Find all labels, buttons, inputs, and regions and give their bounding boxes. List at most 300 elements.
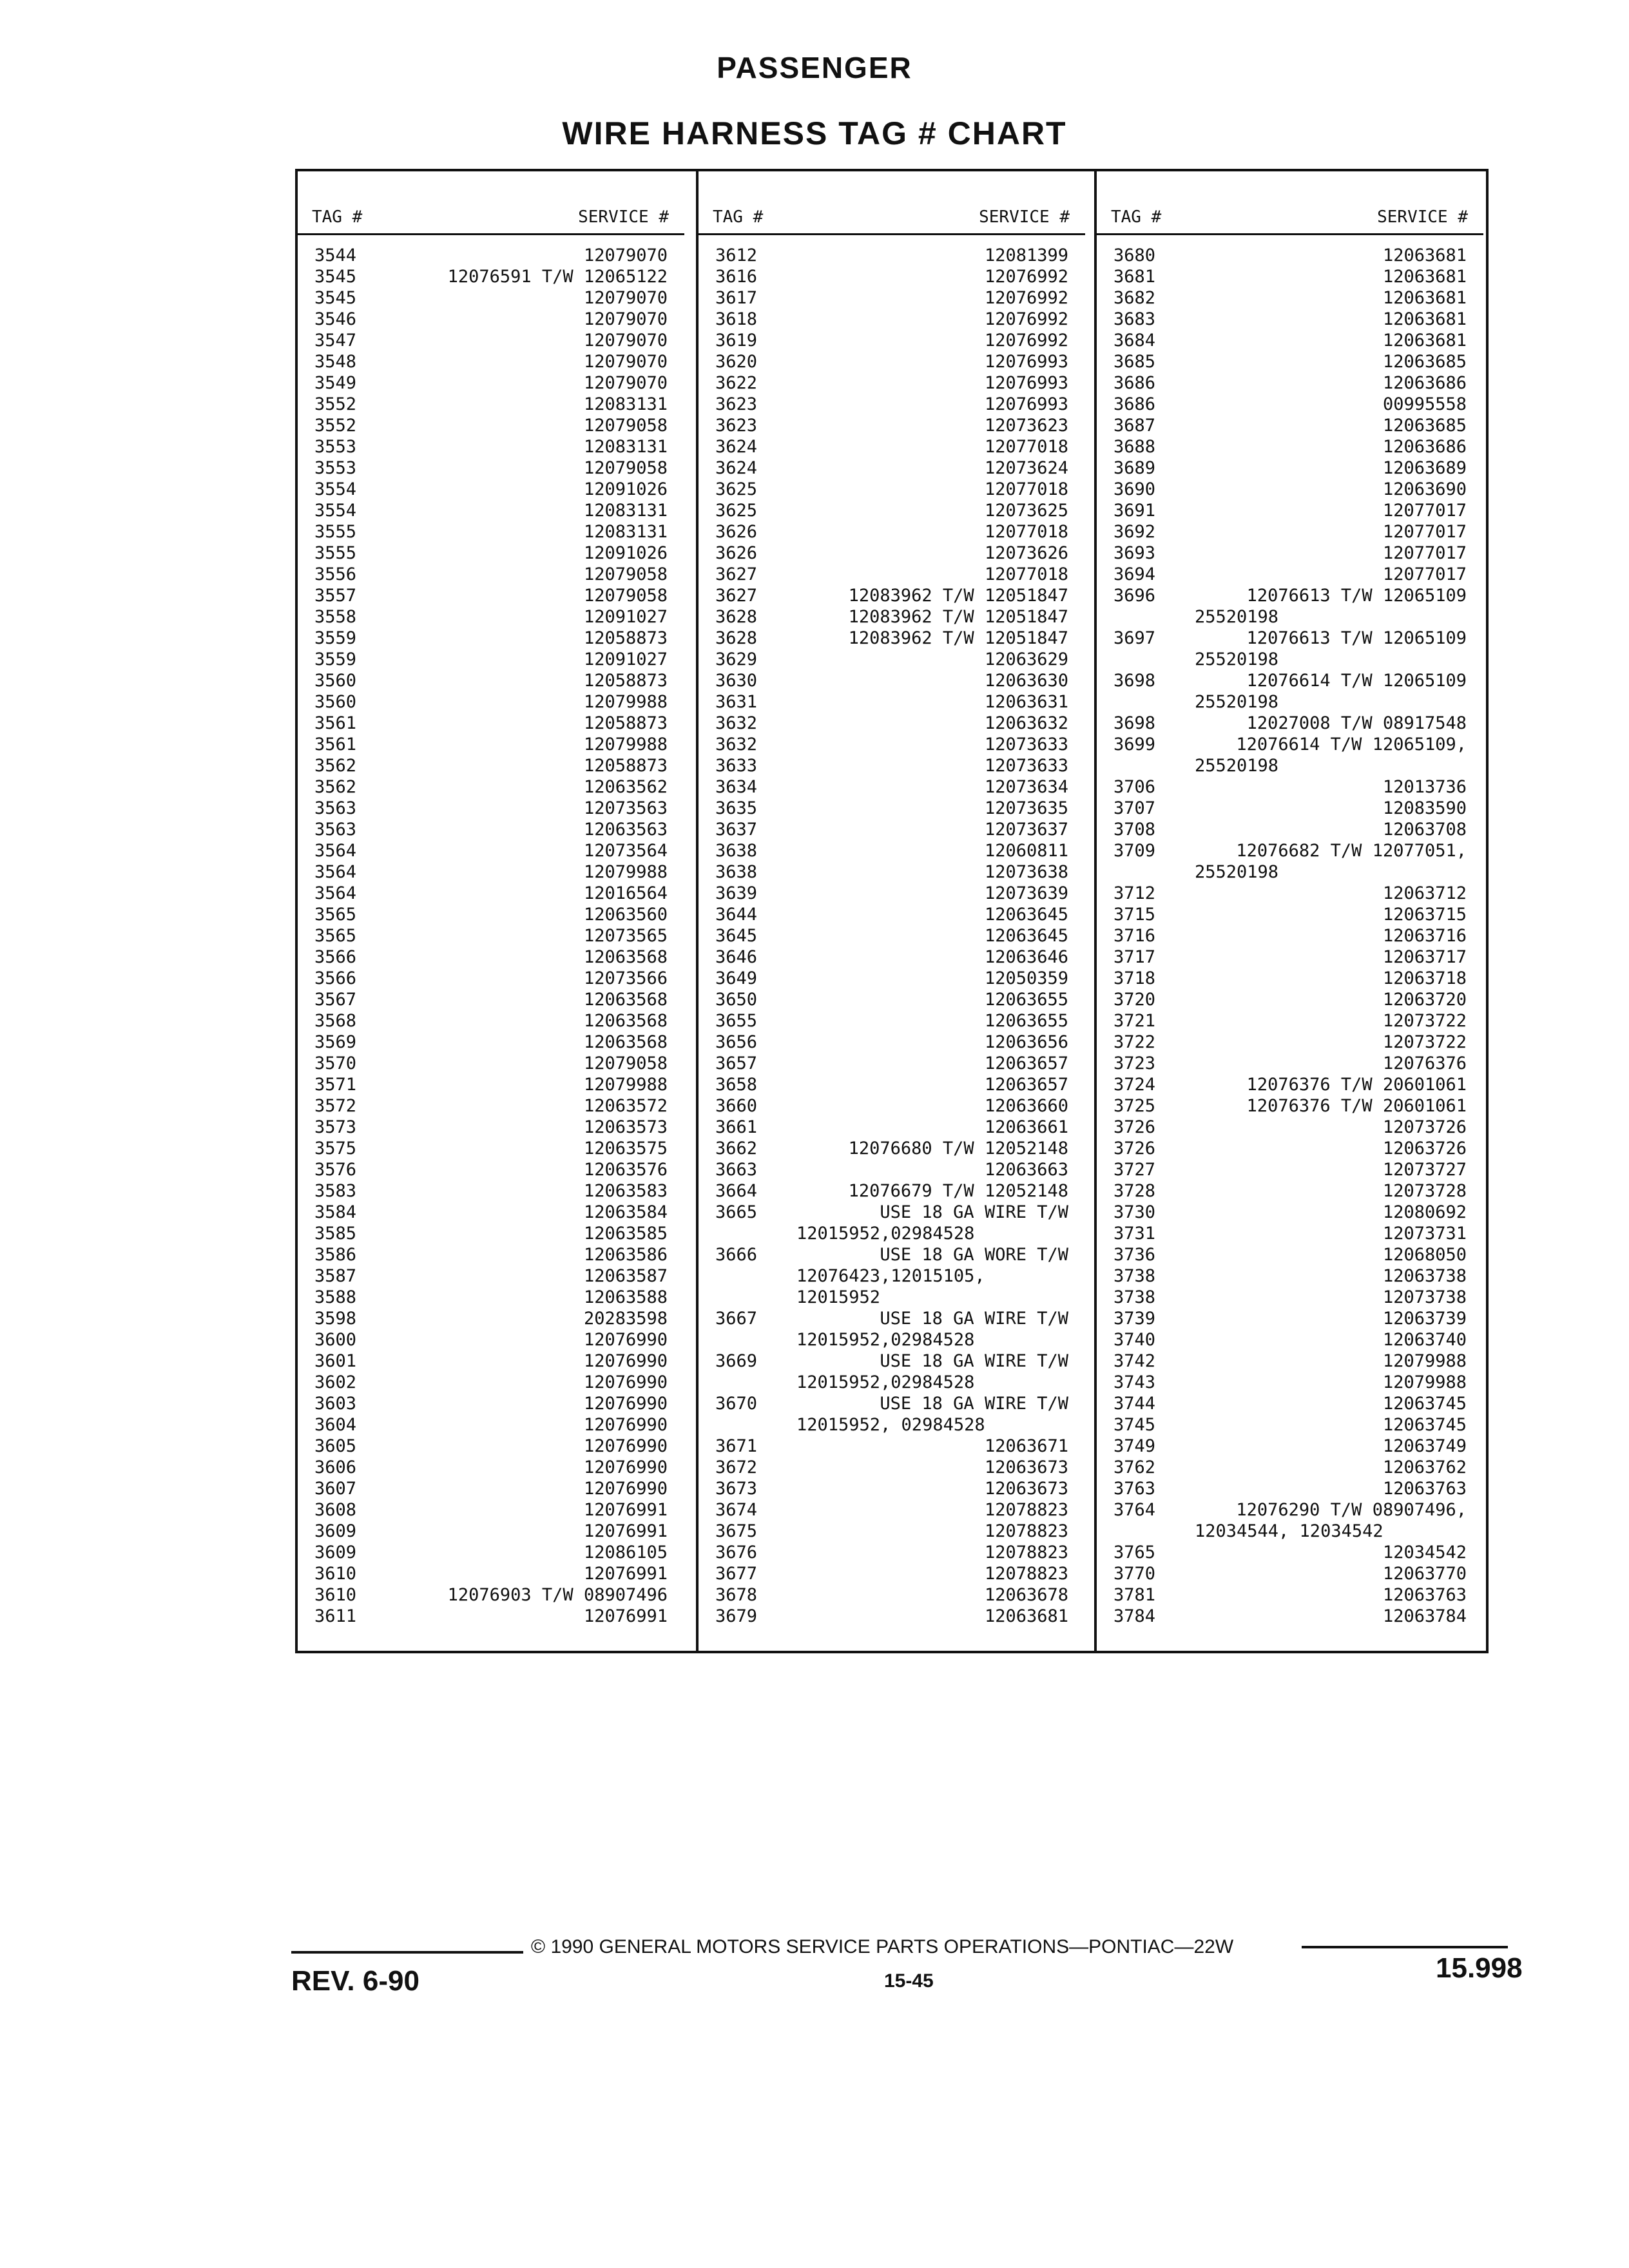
table-row	[298, 691, 684, 713]
tag-number: 3620	[715, 352, 758, 372]
tag-number: 3610	[314, 1564, 357, 1584]
tag-number: 3564	[314, 883, 357, 903]
table-row	[1097, 691, 1483, 713]
table-row	[298, 1117, 684, 1138]
table-row	[1097, 1138, 1483, 1159]
tag-number: 3770	[1113, 1564, 1156, 1584]
tag-number: 3682	[1113, 288, 1156, 308]
tag-number: 3545	[314, 267, 357, 287]
table-row	[298, 1180, 684, 1202]
tag-number: 3618	[715, 309, 758, 329]
service-number: 12073731	[1382, 1224, 1467, 1244]
tag-number: 3661	[715, 1117, 758, 1137]
table-row	[298, 1499, 684, 1521]
service-number: 12076376 T/W 20601061	[1246, 1096, 1467, 1116]
tag-number: 3722	[1113, 1032, 1156, 1052]
table-row	[1097, 649, 1483, 670]
service-number: 12063657	[984, 1053, 1068, 1073]
service-number: 12076992	[984, 288, 1068, 308]
table-row	[699, 564, 1085, 585]
table-row	[699, 1393, 1085, 1414]
service-number: 12063690	[1382, 479, 1467, 499]
service-number: 12086105	[583, 1542, 668, 1562]
service-number: 12063712	[1382, 883, 1467, 903]
table-row	[1097, 1308, 1483, 1329]
table-row	[1097, 861, 1483, 883]
service-number: 12063740	[1382, 1330, 1467, 1350]
table-row	[298, 947, 684, 968]
tag-number: 3698	[1113, 713, 1156, 733]
tag-number: 3565	[314, 926, 357, 946]
service-number: USE 18 GA WIRE T/W	[880, 1394, 1068, 1414]
table-row	[1097, 1563, 1483, 1584]
table-row	[1097, 947, 1483, 968]
tag-number: 3679	[715, 1606, 758, 1626]
service-number: 12073563	[583, 798, 668, 818]
table-row	[1097, 564, 1483, 585]
table-row	[298, 1393, 684, 1414]
tag-number: 3698	[1113, 671, 1156, 691]
table-row	[1097, 1159, 1483, 1180]
revision-label: REV. 6-90	[291, 1965, 419, 1997]
table-row	[1097, 798, 1483, 819]
service-number: 12073726	[1382, 1117, 1467, 1137]
tag-number: 3556	[314, 564, 357, 584]
tag-number: 3625	[715, 479, 758, 499]
tag-number: 3560	[314, 692, 357, 712]
service-number: 12063583	[583, 1181, 668, 1201]
service-number: 12063632	[984, 713, 1068, 733]
tag-number: 3609	[314, 1521, 357, 1541]
tag-number: 3598	[314, 1309, 357, 1329]
service-number: 12076993	[984, 352, 1068, 372]
service-number: 12034542	[1382, 1542, 1467, 1562]
table-row	[699, 840, 1085, 861]
service-number: 12063726	[1382, 1139, 1467, 1158]
tag-number: 3624	[715, 458, 758, 478]
table-row	[699, 585, 1085, 606]
table-row	[1097, 840, 1483, 861]
table-row	[298, 713, 684, 734]
tag-number: 3585	[314, 1224, 357, 1244]
table-row	[699, 713, 1085, 734]
service-number: 12058873	[583, 628, 668, 648]
tag-number: 3683	[1113, 309, 1156, 329]
service-number: 12073728	[1382, 1181, 1467, 1201]
tag-number: 3742	[1113, 1351, 1156, 1371]
table-row	[298, 372, 684, 394]
service-number: 12073634	[984, 777, 1068, 797]
service-number: 12063572	[583, 1096, 668, 1116]
table-row	[298, 1542, 684, 1563]
table-row	[298, 989, 684, 1010]
tag-number: 3764	[1113, 1500, 1156, 1520]
service-number: 12076990	[583, 1415, 668, 1435]
table-row	[1097, 968, 1483, 989]
tag-number: 3728	[1113, 1181, 1156, 1201]
tag-number: 3559	[314, 628, 357, 648]
service-number: 12063749	[1382, 1436, 1467, 1456]
table-row	[298, 287, 684, 309]
service-number: 12073638	[984, 862, 1068, 882]
service-number: 12063716	[1382, 926, 1467, 946]
table-row	[298, 1265, 684, 1287]
page-number: 15-45	[884, 1970, 934, 1992]
table-row	[298, 649, 684, 670]
tag-number: 3601	[314, 1351, 357, 1371]
tag-number: 3616	[715, 267, 758, 287]
table-row	[298, 1521, 684, 1542]
table-row	[699, 330, 1085, 351]
table-row	[298, 670, 684, 691]
table-row	[298, 521, 684, 543]
service-number: USE 18 GA WORE T/W	[880, 1245, 1068, 1265]
service-number: 12076992	[984, 331, 1068, 351]
service-number: 12079988	[583, 692, 668, 712]
table-row	[298, 776, 684, 798]
tag-number: 3674	[715, 1500, 758, 1520]
service-number: 12076990	[583, 1457, 668, 1477]
tag-number: 3632	[715, 735, 758, 754]
tag-number: 3604	[314, 1415, 357, 1435]
tag-number: 3563	[314, 820, 357, 840]
table-row	[298, 543, 684, 564]
tag-number: 3569	[314, 1032, 357, 1052]
table-row	[699, 947, 1085, 968]
tag-number: 3547	[314, 331, 357, 351]
service-number: 12083131	[583, 501, 668, 521]
service-number: 12063673	[984, 1457, 1068, 1477]
table-row	[699, 1542, 1085, 1563]
tag-number: 3686	[1113, 394, 1156, 414]
tag-number: 3744	[1113, 1394, 1156, 1414]
tag-number: 3662	[715, 1139, 758, 1158]
table-row	[298, 1159, 684, 1180]
table-row	[1097, 1478, 1483, 1499]
table-row	[699, 479, 1085, 500]
table-row	[1097, 755, 1483, 776]
page-title: PASSENGER	[717, 51, 912, 84]
service-continuation: 25520198	[1195, 607, 1279, 627]
tag-number: 3715	[1113, 905, 1156, 925]
table-row	[1097, 1265, 1483, 1287]
service-number: 12076992	[984, 267, 1068, 287]
table-row	[1097, 1414, 1483, 1436]
service-number: 12063563	[583, 820, 668, 840]
tag-number: 3630	[715, 671, 758, 691]
table-row	[699, 691, 1085, 713]
table-row	[699, 1414, 1085, 1436]
tag-number: 3696	[1113, 586, 1156, 606]
service-number: 12073625	[984, 501, 1068, 521]
service-number: 12076990	[583, 1436, 668, 1456]
service-number: 12091026	[583, 479, 668, 499]
tag-number: 3612	[715, 245, 758, 265]
tag-number: 3566	[314, 947, 357, 967]
service-number: 12079058	[583, 416, 668, 436]
service-number: 12077017	[1382, 501, 1467, 521]
service-number: 12077018	[984, 437, 1068, 457]
service-continuation: 12015952	[796, 1287, 881, 1307]
tag-number: 3587	[314, 1266, 357, 1286]
table-row	[699, 1436, 1085, 1457]
service-number: 00995558	[1382, 394, 1467, 414]
tag-number: 3649	[715, 968, 758, 988]
table-row	[1097, 1287, 1483, 1308]
tag-number: 3685	[1113, 352, 1156, 372]
tag-number: 3607	[314, 1479, 357, 1499]
service-number: 12063671	[984, 1436, 1068, 1456]
table-row	[1097, 1329, 1483, 1350]
service-number: 12076991	[583, 1564, 668, 1584]
tag-number: 3688	[1113, 437, 1156, 457]
tag-number: 3739	[1113, 1309, 1156, 1329]
service-number: 12080692	[1382, 1202, 1467, 1222]
tag-number: 3660	[715, 1096, 758, 1116]
service-continuation: 25520198	[1195, 649, 1279, 669]
service-number: 12076990	[583, 1394, 668, 1414]
table-row	[699, 989, 1085, 1010]
tag-number: 3726	[1113, 1139, 1156, 1158]
tag-number: 3631	[715, 692, 758, 712]
table-row	[298, 1414, 684, 1436]
table-row	[699, 798, 1085, 819]
tag-number: 3570	[314, 1053, 357, 1073]
table-row	[1097, 734, 1483, 755]
tag-number: 3723	[1113, 1053, 1156, 1073]
service-number: 12076991	[583, 1606, 668, 1626]
table-row	[298, 500, 684, 521]
service-continuation: 12015952,02984528	[796, 1224, 975, 1244]
service-number: 12079988	[583, 1075, 668, 1095]
tag-number: 3687	[1113, 416, 1156, 436]
table-row	[298, 1223, 684, 1244]
tag-number: 3562	[314, 756, 357, 776]
table-row	[699, 1159, 1085, 1180]
service-number: 12079988	[583, 735, 668, 754]
tag-number: 3565	[314, 905, 357, 925]
tag-header: TAG #	[713, 207, 764, 227]
service-continuation: 25520198	[1195, 756, 1279, 776]
tag-number: 3708	[1113, 820, 1156, 840]
table-row	[298, 1350, 684, 1372]
table-row	[699, 245, 1085, 266]
service-number: 12076992	[984, 309, 1068, 329]
tag-number: 3605	[314, 1436, 357, 1456]
table-row	[699, 883, 1085, 904]
service-number: 12077017	[1382, 564, 1467, 584]
table-row	[699, 436, 1085, 457]
table-row	[1097, 436, 1483, 457]
tag-number: 3664	[715, 1181, 758, 1201]
tag-number: 3720	[1113, 990, 1156, 1010]
table-row	[298, 840, 684, 861]
table-row	[298, 1010, 684, 1032]
tag-number: 3634	[715, 777, 758, 797]
service-number: 12063573	[583, 1117, 668, 1137]
tag-number: 3555	[314, 543, 357, 563]
tag-number: 3663	[715, 1160, 758, 1180]
tag-number: 3558	[314, 607, 357, 627]
tag-number: 3545	[314, 288, 357, 308]
table-row	[1097, 585, 1483, 606]
tag-number: 3619	[715, 331, 758, 351]
service-number: 12063745	[1382, 1394, 1467, 1414]
tag-number: 3584	[314, 1202, 357, 1222]
tag-number: 3678	[715, 1585, 758, 1605]
tag-number: 3553	[314, 458, 357, 478]
tag-number: 3743	[1113, 1372, 1156, 1392]
tag-number: 3561	[314, 713, 357, 733]
table-row	[298, 1138, 684, 1159]
table-row	[699, 1563, 1085, 1584]
tag-number: 3712	[1113, 883, 1156, 903]
tag-number: 3686	[1113, 373, 1156, 393]
service-number: 12063715	[1382, 905, 1467, 925]
table-row	[1097, 904, 1483, 925]
service-number: 12063656	[984, 1032, 1068, 1052]
table-row	[699, 1202, 1085, 1223]
table-row	[699, 1265, 1085, 1287]
tag-number: 3632	[715, 713, 758, 733]
service-number: 12083962 T/W 12051847	[848, 628, 1068, 648]
tag-number: 3666	[715, 1245, 758, 1265]
table-row	[1097, 1584, 1483, 1606]
tag-number: 3670	[715, 1394, 758, 1414]
tag-number: 3724	[1113, 1075, 1156, 1095]
table-row	[699, 266, 1085, 287]
service-number: 12076993	[984, 373, 1068, 393]
tag-number: 3738	[1113, 1287, 1156, 1307]
service-number: 12063686	[1382, 373, 1467, 393]
tag-number: 3586	[314, 1245, 357, 1265]
tag-number: 3560	[314, 671, 357, 691]
tag-number: 3717	[1113, 947, 1156, 967]
service-number: 12083962 T/W 12051847	[848, 607, 1068, 627]
tag-number: 3669	[715, 1351, 758, 1371]
service-number: 12076990	[583, 1372, 668, 1392]
page-subtitle: WIRE HARNESS TAG # CHART	[562, 115, 1067, 151]
table-row	[1097, 670, 1483, 691]
service-number: 20283598	[583, 1309, 668, 1329]
service-number: 12079058	[583, 458, 668, 478]
tag-number: 3600	[314, 1330, 357, 1350]
tag-number: 3564	[314, 841, 357, 861]
table-row	[298, 309, 684, 330]
tag-number: 3583	[314, 1181, 357, 1201]
table-row	[1097, 500, 1483, 521]
service-number: 12016564	[583, 883, 668, 903]
table-row	[699, 1499, 1085, 1521]
service-header: SERVICE #	[979, 207, 1070, 227]
service-number: 12013736	[1382, 777, 1467, 797]
table-row	[1097, 1499, 1483, 1521]
table-row	[699, 628, 1085, 649]
service-number: 12063560	[583, 905, 668, 925]
table-row	[699, 500, 1085, 521]
tag-number: 3609	[314, 1542, 357, 1562]
tag-number: 3721	[1113, 1011, 1156, 1031]
service-number: 12063645	[984, 905, 1068, 925]
table-row	[1097, 309, 1483, 330]
table-row	[699, 457, 1085, 479]
table-row	[1097, 457, 1483, 479]
service-number: 12076990	[583, 1479, 668, 1499]
service-number: 12073624	[984, 458, 1068, 478]
table-row	[298, 1457, 684, 1478]
tag-number: 3638	[715, 841, 758, 861]
table-row	[699, 1095, 1085, 1117]
service-number: 12063568	[583, 1011, 668, 1031]
table-row	[1097, 330, 1483, 351]
service-number: 12076680 T/W 12052148	[848, 1139, 1068, 1158]
table-row	[298, 1478, 684, 1499]
service-number: 12063568	[583, 990, 668, 1010]
tag-number: 3606	[314, 1457, 357, 1477]
tag-number: 3608	[314, 1500, 357, 1520]
service-number: 12063763	[1382, 1479, 1467, 1499]
table-row	[1097, 1095, 1483, 1117]
table-row	[699, 1138, 1085, 1159]
service-continuation: 12076423,12015105,	[796, 1266, 985, 1286]
table-row	[1097, 1117, 1483, 1138]
tag-number: 3627	[715, 586, 758, 606]
tag-number: 3645	[715, 926, 758, 946]
service-number: 12076991	[583, 1500, 668, 1520]
service-number: 12063681	[984, 1606, 1068, 1626]
service-number: 12063568	[583, 1032, 668, 1052]
service-number: 12063575	[583, 1139, 668, 1158]
table-row	[298, 1074, 684, 1095]
tag-header: TAG #	[312, 207, 363, 227]
tag-number: 3694	[1113, 564, 1156, 584]
table-row	[298, 1202, 684, 1223]
service-number: 12076679 T/W 12052148	[848, 1181, 1068, 1201]
table-row	[699, 1478, 1085, 1499]
tag-number: 3588	[314, 1287, 357, 1307]
tag-number: 3626	[715, 522, 758, 542]
tag-number: 3549	[314, 373, 357, 393]
service-number: 12063685	[1382, 352, 1467, 372]
tag-number: 3559	[314, 649, 357, 669]
service-number: 12073565	[583, 926, 668, 946]
table-row	[699, 1372, 1085, 1393]
table-row	[699, 372, 1085, 394]
service-number: 12083131	[583, 522, 668, 542]
service-number: 12063673	[984, 1479, 1068, 1499]
tag-number: 3763	[1113, 1479, 1156, 1499]
service-header: SERVICE #	[578, 207, 669, 227]
table-row	[298, 1436, 684, 1457]
service-number: 12063717	[1382, 947, 1467, 967]
tag-number: 3552	[314, 416, 357, 436]
table-row	[1097, 1074, 1483, 1095]
service-header: SERVICE #	[1377, 207, 1468, 227]
tag-number: 3706	[1113, 777, 1156, 797]
tag-number: 3738	[1113, 1266, 1156, 1286]
tag-number: 3622	[715, 373, 758, 393]
table-row	[699, 1308, 1085, 1329]
service-number: 12063784	[1382, 1606, 1467, 1626]
table-row	[298, 266, 684, 287]
tag-number: 3692	[1113, 522, 1156, 542]
table-row	[699, 670, 1085, 691]
service-number: 12063588	[583, 1287, 668, 1307]
service-number: 12076591 T/W 12065122	[447, 267, 668, 287]
service-number: 12073637	[984, 820, 1068, 840]
document-number: 15.998	[1436, 1952, 1523, 1984]
tag-number: 3736	[1113, 1245, 1156, 1265]
